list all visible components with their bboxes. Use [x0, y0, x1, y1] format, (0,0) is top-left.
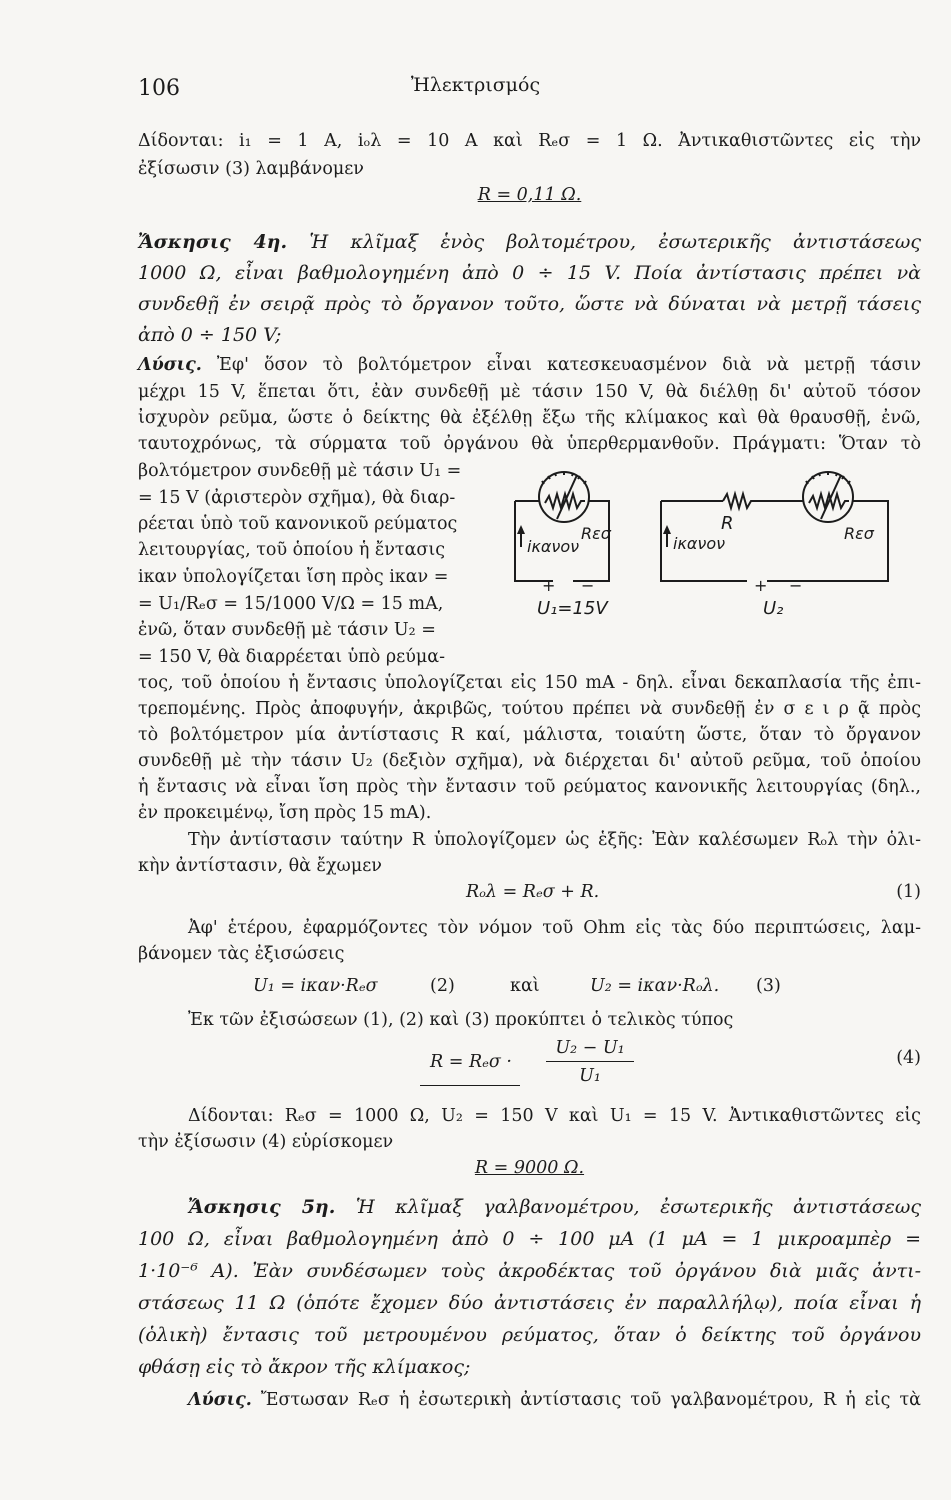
- text-line: Δίδονται: i₁ = 1 A, iₒλ = 10 A καὶ Rₑσ = 1 Ω. Ἀντικαθιστῶντες εἰς τὴν: [138, 131, 921, 151]
- text-line: φθάσῃ εἰς τὸ ἄκρον τῆς κλίμακος;: [138, 1356, 471, 1378]
- equation-text: Rₒλ = Rₑσ + R.: [466, 882, 600, 902]
- text-line: Τὴν ἀντίστασιν ταύτην R ὑπολογίζομεν ὡς ἑξῆς: Ἐὰν καλέσωμεν Rₒλ τὴν ὁλι-: [188, 830, 921, 850]
- equation-3: U₂ = iκαν·Rₒλ.: [590, 976, 720, 996]
- text-line: βολτόμετρον συνδεθῇ μὲ τάσιν U₁ =: [138, 461, 462, 481]
- current-arrow-icon: [517, 525, 525, 534]
- equation-2: U₁ = iκαν·Rₑσ: [253, 976, 378, 996]
- equation-4: [138, 1030, 921, 1090]
- exercise-label: Ἄσκησις 4η.: [138, 231, 288, 253]
- text-line: συνδεθῇ μὲ τὴν τάσιν U₂ (δεξιὸν σχῆμα), νὰ διέρχεται δι' αὐτοῦ ρεῦμα, τοῦ ὁποίου: [138, 751, 921, 771]
- solution-label: Λύσις.: [138, 355, 202, 375]
- solution-label: Λύσις.: [188, 1390, 252, 1410]
- circuit-diagram-left: [497, 463, 672, 621]
- text-line: = 15 V (ἀριστερὸν σχῆμα), θὰ διαρ-: [138, 488, 456, 508]
- label-series-resistor: R: [721, 513, 734, 534]
- text-line: ρέεται ὑπὸ τοῦ κανονικοῦ ρεύματος: [138, 514, 458, 534]
- running-title: Ἠλεκτρισμός: [410, 74, 541, 96]
- exercise-5-heading: [138, 1195, 921, 1219]
- label-voltage: U₂: [763, 598, 784, 619]
- text-line: κὴν ἀντίστασιν, θὰ ἔχωμεν: [138, 856, 382, 876]
- equation-number: (1): [896, 882, 921, 902]
- page-number: 106: [138, 76, 180, 101]
- text-line: iκαν ὑπολογίζεται ἴση πρὸς iκαν =: [138, 567, 449, 587]
- text-line: Ἐκ τῶν ἐξισώσεων (1), (2) καὶ (3) προκύπτει ὁ τελικὸς τύπος: [188, 1010, 734, 1030]
- fraction-denominator: U₁: [579, 1066, 601, 1086]
- text-line: λειτουργίας, τοῦ ὁποίου ἡ ἔντασις: [138, 540, 446, 560]
- exercise-label: Ἄσκησις 5η.: [188, 1196, 336, 1218]
- text-line: ἰσχυρὸν ρεῦμα, ὥστε ὁ δείκτης θὰ ἐξέλθῃ ἔξω τῆς κλίμακος καὶ θὰ θραυσθῇ, ἐνῶ,: [138, 408, 921, 428]
- text-line: βάνομεν τὰς ἐξισώσεις: [138, 944, 345, 964]
- label-minus: −: [581, 576, 595, 595]
- result-r: R = 9000 Ω.: [474, 1158, 585, 1178]
- fraction-numerator: U₂ − U₁: [555, 1038, 625, 1058]
- label-current: iκανον: [673, 534, 726, 553]
- text-line: μέχρι 15 V, ἕπεται ὅτι, ἐὰν συνδεθῇ μὲ τάσιν 150 V, θὰ διέλθῃ δι' αὐτοῦ τόσον: [138, 382, 921, 402]
- equation-number: (4): [896, 1048, 921, 1068]
- exercise-text: Ἡ κλῖμαξ γαλβανομέτρου, ἐσωτερικῆς ἀντιστάσεως: [335, 1196, 921, 1218]
- solution-line: [138, 353, 921, 377]
- solution-text: Ἐφ' ὅσον τὸ βολτόμετρον εἶναι κατεσκευασμένον διὰ νὰ μετρῇ τάσιν: [201, 355, 921, 375]
- solution-text: Ἔστωσαν Rₑσ ἡ ἐσωτερικὴ ἀντίστασις τοῦ γαλβανομέτρου, R ἡ εἰς τὰ: [251, 1390, 921, 1410]
- text-line: 100 Ω, εἶναι βαθμολογημένη ἀπὸ 0 ÷ 100 μA (1 μA = 1 μικροαμπὲρ =: [138, 1228, 921, 1250]
- solution-line: [138, 1388, 921, 1412]
- text-line: = 150 V, θὰ διαρρέεται ὑπὸ ρεύμα-: [138, 647, 445, 667]
- equation-left: R = Rₑσ ·: [430, 1052, 512, 1072]
- exercise-text: Ἡ κλῖμαξ ἑνὸς βολτομέτρου, ἐσωτερικῆς ἀντιστάσεως: [287, 231, 921, 253]
- text-line: ἡ ἔντασις νὰ εἶναι ἴση πρὸς τὴν ἔντασιν τοῦ ρεύματος κανονικῆς λειτουργίας (δηλ.,: [138, 777, 921, 797]
- exercise-4-heading: [138, 230, 921, 254]
- text-line: ἐν προκειμένῳ, ἴση πρὸς 15 mA).: [138, 803, 432, 823]
- text-line: Δίδονται: Rₑσ = 1000 Ω, U₂ = 150 V καὶ U₁ = 15 V. Ἀντικαθιστῶντες εἰς: [188, 1106, 921, 1126]
- text-line: ἀπὸ 0 ÷ 150 V;: [138, 324, 282, 346]
- conjunction: καὶ: [510, 976, 540, 996]
- text-line: ταυτοχρόνως, τὰ σύρματα τοῦ ὀργάνου θὰ ὑπερθερμανθοῦν. Πράγματι: Ὅταν τὸ: [138, 434, 921, 454]
- text-line: τος, τοῦ ὁποίου ἡ ἔντασις ὑπολογίζεται εἰς 150 mA - δηλ. εἶναι δεκαπλασία τῆς ἐπι-: [138, 673, 921, 693]
- text-line: τρεπομένης. Πρὸς ἀποφυγήν, ἀκριβῶς, τούτου πρέπει νὰ συνδεθῇ ἐν σ ε ι ρ ᾷ πρὸς: [138, 699, 921, 719]
- equation-underline: [420, 1085, 520, 1086]
- text-line: Ἀφ' ἑτέρου, ἐφαρμόζοντες τὸν νόμον τοῦ Ohm εἰς τὰς δύο περιπτώσεις, λαμ-: [188, 918, 921, 938]
- text-line: τὴν ἐξίσωσιν (4) εὑρίσκομεν: [138, 1132, 394, 1152]
- text-line: τὸ βολτόμετρον μία ἀντίστασις R καί, μάλιστα, τοιαύτη ὥστε, ὅταν τὸ ὄργανον: [138, 725, 921, 745]
- fraction-bar: [546, 1061, 634, 1062]
- equation-number: (3): [756, 976, 781, 996]
- text-line: στάσεως 11 Ω (ὁπότε ἔχομεν δύο ἀντιστάσεις ἐν παραλλήλῳ), ποία εἶναι ἡ: [138, 1292, 921, 1314]
- text-line: ἐνῶ, ὅταν συνδεθῇ μὲ τάσιν U₂ =: [138, 620, 436, 640]
- result-line: [138, 183, 921, 207]
- text-line: (ὁλικὴ) ἔντασις τοῦ μετρουμένου ρεύματος, ὅταν ὁ δείκτης τοῦ ὀργάνου: [138, 1324, 921, 1346]
- label-current: iκανον: [527, 537, 580, 556]
- text-line: = U₁/Rₑσ = 15/1000 V/Ω = 15 mA,: [138, 594, 444, 614]
- result-line: [138, 1156, 921, 1180]
- text-line: 1·10⁻⁶ A). Ἐὰν συνδέσωμεν τοὺς ἀκροδέκτας τοῦ ὀργάνου διὰ μιᾶς ἀντι-: [138, 1260, 921, 1282]
- current-arrow-icon: [663, 525, 671, 534]
- label-resistance: Rεσ: [581, 524, 611, 543]
- result-r: R = 0,11 Ω.: [477, 185, 582, 205]
- label-plus: +: [542, 576, 556, 595]
- circuit-diagram-right: [651, 463, 895, 621]
- equation-number: (2): [430, 976, 455, 996]
- label-voltage: U₁=15V: [537, 598, 608, 619]
- text-line: 1000 Ω, εἶναι βαθμολογημένη ἀπὸ 0 ÷ 15 V. Ποία ἀντίστασις πρέπει νὰ: [138, 262, 921, 284]
- label-minus: −: [789, 576, 803, 595]
- text-line: ἐξίσωσιν (3) λαμβάνομεν: [138, 159, 364, 179]
- label-plus: +: [754, 576, 768, 595]
- text-line: συνδεθῇ ἐν σειρᾷ πρὸς τὸ ὄργανον τοῦτο, ὥστε νὰ δύναται νὰ μετρῇ τάσεις: [138, 293, 921, 315]
- label-resistance: Rεσ: [844, 524, 874, 543]
